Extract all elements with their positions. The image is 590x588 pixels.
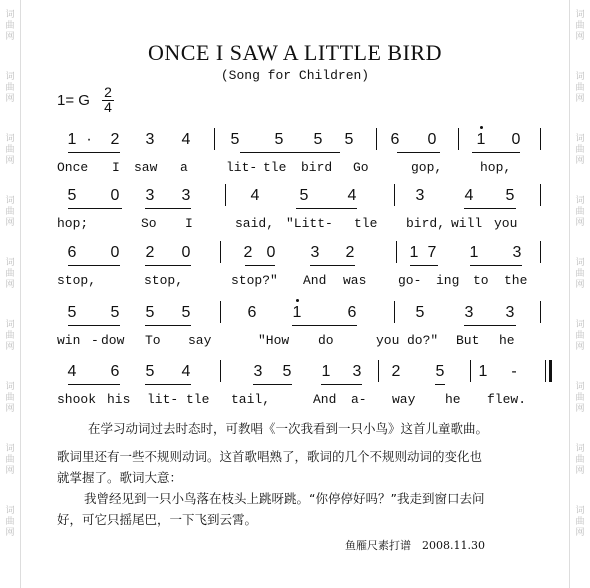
- watermark-char: 曲: [5, 393, 15, 403]
- watermark-char: 网: [575, 528, 585, 538]
- watermark-char: 词: [5, 10, 15, 20]
- bar-line: [378, 360, 379, 382]
- watermark-char: 曲: [575, 83, 585, 93]
- note: 6: [110, 363, 120, 380]
- bar-line: [545, 360, 546, 382]
- song-subtitle: (Song for Children): [220, 68, 370, 83]
- watermark-char: 网: [5, 280, 15, 290]
- note: 3: [464, 304, 474, 321]
- bar-line: [540, 128, 541, 150]
- note: 6: [67, 244, 77, 261]
- watermark-char: 网: [575, 280, 585, 290]
- beam-underline: [68, 265, 120, 266]
- beam-underline: [470, 265, 522, 266]
- lyric-syllable: will: [451, 216, 483, 231]
- note: 5: [230, 131, 240, 148]
- lyric-syllable: hop;: [57, 216, 89, 231]
- watermark-char: 词: [5, 72, 15, 82]
- lyric-syllable: say: [188, 333, 212, 348]
- bar-line: [394, 301, 395, 323]
- watermark-char: 网: [5, 404, 15, 414]
- lyric-syllable: he: [445, 392, 461, 407]
- note: 4: [67, 363, 77, 380]
- note: -: [511, 363, 517, 380]
- watermark-char: 网: [5, 32, 15, 42]
- watermark-char: 词: [5, 506, 15, 516]
- watermark-char: 词: [5, 134, 15, 144]
- lyric-syllable: lit-: [147, 392, 179, 407]
- note: 4: [181, 363, 191, 380]
- note: 0: [181, 244, 191, 261]
- watermark-char: 曲: [575, 269, 585, 279]
- lyric-syllable: "How: [258, 333, 290, 348]
- lyric-syllable: bird: [301, 160, 333, 175]
- watermark-char: 曲: [5, 517, 15, 527]
- note: 7: [427, 244, 437, 261]
- beam-underline: [253, 384, 292, 385]
- note: 0: [427, 131, 437, 148]
- note: 2: [145, 244, 155, 261]
- watermark-char: 网: [5, 466, 15, 476]
- lyric-syllable: But: [456, 333, 480, 348]
- watermark-char: 曲: [575, 21, 585, 31]
- watermark-char: 网: [5, 342, 15, 352]
- lyric-syllable: win: [57, 333, 81, 348]
- beam-underline: [410, 265, 438, 266]
- note: 1: [473, 130, 489, 150]
- note: 5: [299, 187, 309, 204]
- note: 5: [282, 363, 292, 380]
- note: 3: [415, 187, 425, 204]
- note: 1: [67, 131, 77, 148]
- bar-line: [220, 360, 221, 382]
- note: 3: [181, 187, 191, 204]
- note: 4: [250, 187, 260, 204]
- note: 5: [67, 304, 77, 321]
- meaning-line-1: 我曾经见到一只小鸟落在枝头上跳呀跳。“你停停好吗？”我走到窗口去问: [84, 491, 485, 506]
- watermark-char: 网: [575, 466, 585, 476]
- left-watermark-strip: [0, 0, 21, 588]
- bar-line: [376, 128, 377, 150]
- note: 0: [266, 244, 276, 261]
- transcriber-signature: 鱼雁尺素打谱 2008.11.30: [345, 539, 485, 552]
- bar-line: [214, 128, 215, 150]
- lyric-syllable: lit-: [226, 160, 258, 175]
- lyric-syllable: his: [107, 392, 131, 407]
- lyric-syllable: you: [376, 333, 400, 348]
- lyric-syllable: To: [145, 333, 161, 348]
- watermark-char: 词: [575, 320, 585, 330]
- lyric-syllable: Once: [57, 160, 89, 175]
- bar-line: [220, 301, 221, 323]
- watermark-char: 词: [575, 196, 585, 206]
- bar-line: [458, 128, 459, 150]
- note: ·: [86, 131, 92, 148]
- bar-line: [225, 184, 226, 206]
- bar-line: [549, 360, 552, 382]
- lyric-syllable: bird,: [406, 216, 446, 231]
- lyric-syllable: stop,: [57, 273, 97, 288]
- song-title: ONCE I SAW A LITTLE BIRD: [148, 40, 442, 65]
- beam-underline: [321, 384, 362, 385]
- beam-underline: [68, 325, 120, 326]
- note: 6: [390, 131, 400, 148]
- note: 0: [511, 131, 521, 148]
- lyric-syllable: saw: [134, 160, 158, 175]
- beam-underline: [68, 152, 120, 153]
- watermark-char: 曲: [5, 21, 15, 31]
- bar-line: [540, 184, 541, 206]
- note: 5: [435, 363, 445, 380]
- beam-underline: [464, 325, 516, 326]
- beam-underline: [68, 208, 122, 209]
- note: 2: [110, 131, 120, 148]
- lyric-row: [0, 333, 590, 349]
- lyric-row: [0, 216, 590, 232]
- note-row: [0, 243, 590, 263]
- lyric-syllable: So: [141, 216, 157, 231]
- beam-underline: [310, 265, 355, 266]
- watermark-char: 词: [5, 320, 15, 330]
- lyric-syllable: "Litt-: [286, 216, 333, 231]
- beam-underline: [68, 384, 120, 385]
- note: 4: [347, 187, 357, 204]
- meaning-line-2: 好，可它只摇尾巴，一下飞到云霄。: [57, 512, 258, 527]
- note: 5: [110, 304, 120, 321]
- note: 6: [247, 304, 257, 321]
- lyric-syllable: shook: [57, 392, 97, 407]
- lyric-syllable: Go: [353, 160, 369, 175]
- beam-underline: [296, 208, 357, 209]
- note: 4: [464, 187, 474, 204]
- lyric-syllable: gop,: [411, 160, 443, 175]
- note: 5: [313, 131, 323, 148]
- watermark-char: 词: [575, 506, 585, 516]
- watermark-char: 词: [575, 10, 585, 20]
- watermark-char: 曲: [5, 83, 15, 93]
- beam-underline: [240, 152, 340, 153]
- watermark-char: 网: [575, 94, 585, 104]
- beam-underline: [464, 208, 516, 209]
- lyric-syllable: a-: [351, 392, 367, 407]
- lyric-syllable: said,: [235, 216, 275, 231]
- lyric-syllable: flew.: [487, 392, 527, 407]
- watermark-char: 词: [575, 72, 585, 82]
- lyric-syllable: tle: [186, 392, 210, 407]
- lyric-syllable: a: [180, 160, 188, 175]
- note: 5: [344, 131, 354, 148]
- watermark-char: 曲: [575, 207, 585, 217]
- right-watermark-strip: [569, 0, 590, 588]
- note: 5: [67, 187, 77, 204]
- lyric-syllable: you: [494, 216, 518, 231]
- note: 5: [181, 304, 191, 321]
- beam-underline: [397, 152, 440, 153]
- note: 3: [145, 131, 155, 148]
- watermark-char: 词: [575, 444, 585, 454]
- note: 5: [145, 363, 155, 380]
- note: 1: [321, 363, 331, 380]
- lyric-syllable: And: [313, 392, 337, 407]
- watermark-char: 网: [575, 404, 585, 414]
- watermark-char: 网: [575, 156, 585, 166]
- lyrics-note-line-2: 就掌握了。歌词大意：: [57, 470, 183, 485]
- note: 6: [347, 304, 357, 321]
- lyric-syllable: to: [473, 273, 489, 288]
- time-signature-top: 2: [102, 86, 114, 101]
- bar-line: [394, 184, 395, 206]
- watermark-char: 网: [575, 342, 585, 352]
- note: 3: [505, 304, 515, 321]
- lyric-syllable: go-: [398, 273, 422, 288]
- note-row: [0, 186, 590, 206]
- bar-line: [220, 241, 221, 263]
- lyric-row: [0, 160, 590, 176]
- note: 1: [469, 244, 479, 261]
- watermark-char: 曲: [575, 145, 585, 155]
- note: 3: [145, 187, 155, 204]
- watermark-char: 曲: [5, 331, 15, 341]
- octave-dot: [480, 126, 483, 129]
- lyric-syllable: tail,: [231, 392, 271, 407]
- lyric-syllable: -: [91, 333, 99, 348]
- watermark-char: 曲: [5, 145, 15, 155]
- watermark-char: 词: [575, 382, 585, 392]
- lyric-syllable: And: [303, 273, 327, 288]
- note: 1: [289, 303, 305, 323]
- beam-underline: [145, 325, 191, 326]
- lyrics-note-line-1: 歌词里还有一些不规则动词。这首歌唱熟了，歌词的几个不规则动词的变化也: [57, 449, 483, 464]
- watermark-char: 词: [575, 134, 585, 144]
- watermark-char: 词: [5, 258, 15, 268]
- octave-dot: [296, 299, 299, 302]
- note-row: [0, 130, 590, 150]
- beam-underline: [145, 384, 191, 385]
- note: 5: [415, 304, 425, 321]
- note: 3: [512, 244, 522, 261]
- bar-line: [540, 241, 541, 263]
- beam-underline: [145, 208, 191, 209]
- bar-line: [396, 241, 397, 263]
- lyric-row: [0, 273, 590, 289]
- watermark-char: 网: [5, 528, 15, 538]
- note: 3: [310, 244, 320, 261]
- note: 1: [478, 363, 488, 380]
- note: 2: [345, 244, 355, 261]
- lyric-syllable: the: [504, 273, 528, 288]
- watermark-char: 网: [575, 218, 585, 228]
- watermark-char: 曲: [575, 517, 585, 527]
- beam-underline: [435, 384, 445, 385]
- watermark-char: 网: [5, 156, 15, 166]
- note: 5: [505, 187, 515, 204]
- watermark-char: 词: [5, 444, 15, 454]
- lyric-syllable: ing: [436, 273, 460, 288]
- lyric-syllable: he: [499, 333, 515, 348]
- lyric-syllable: stop?": [231, 273, 278, 288]
- note: 5: [145, 304, 155, 321]
- lyric-syllable: tle: [354, 216, 378, 231]
- note: 5: [274, 131, 284, 148]
- watermark-char: 网: [5, 218, 15, 228]
- watermark-char: 词: [575, 258, 585, 268]
- note: 3: [352, 363, 362, 380]
- watermark-char: 曲: [5, 269, 15, 279]
- watermark-char: 词: [5, 196, 15, 206]
- lyric-row: [0, 392, 590, 408]
- watermark-char: 曲: [5, 207, 15, 217]
- key-signature: 1= G: [57, 92, 90, 109]
- note-row: [0, 303, 590, 323]
- watermark-char: 词: [5, 382, 15, 392]
- watermark-char: 曲: [5, 455, 15, 465]
- lyric-syllable: stop,: [144, 273, 184, 288]
- note: 1: [409, 244, 419, 261]
- note: 0: [110, 244, 120, 261]
- time-signature: [102, 86, 114, 114]
- note: 4: [181, 131, 191, 148]
- lyric-syllable: dow: [101, 333, 125, 348]
- lyric-syllable: was: [343, 273, 367, 288]
- intro-paragraph: 在学习动词过去时态时，可教唱《一次我看到一只小鸟》这首儿童歌曲。: [88, 421, 489, 436]
- beam-underline: [145, 265, 191, 266]
- watermark-char: 网: [5, 94, 15, 104]
- lyric-syllable: I: [185, 216, 193, 231]
- watermark-char: 曲: [575, 393, 585, 403]
- lyric-syllable: do: [318, 333, 334, 348]
- lyric-syllable: I: [112, 160, 120, 175]
- beam-underline: [472, 152, 520, 153]
- bar-line: [540, 301, 541, 323]
- lyric-syllable: way: [392, 392, 416, 407]
- watermark-char: 网: [575, 32, 585, 42]
- watermark-char: 曲: [575, 455, 585, 465]
- time-signature-bottom: 4: [104, 99, 112, 115]
- lyric-syllable: do?": [407, 333, 439, 348]
- beam-underline: [245, 265, 275, 266]
- lyric-syllable: hop,: [480, 160, 512, 175]
- lyric-syllable: tle: [263, 160, 287, 175]
- note: 2: [391, 363, 401, 380]
- watermark-char: 曲: [575, 331, 585, 341]
- note: 2: [243, 244, 253, 261]
- bar-line: [470, 360, 471, 382]
- note-row: [0, 362, 590, 382]
- beam-underline: [292, 325, 357, 326]
- note: 3: [253, 363, 263, 380]
- note: 0: [110, 187, 120, 204]
